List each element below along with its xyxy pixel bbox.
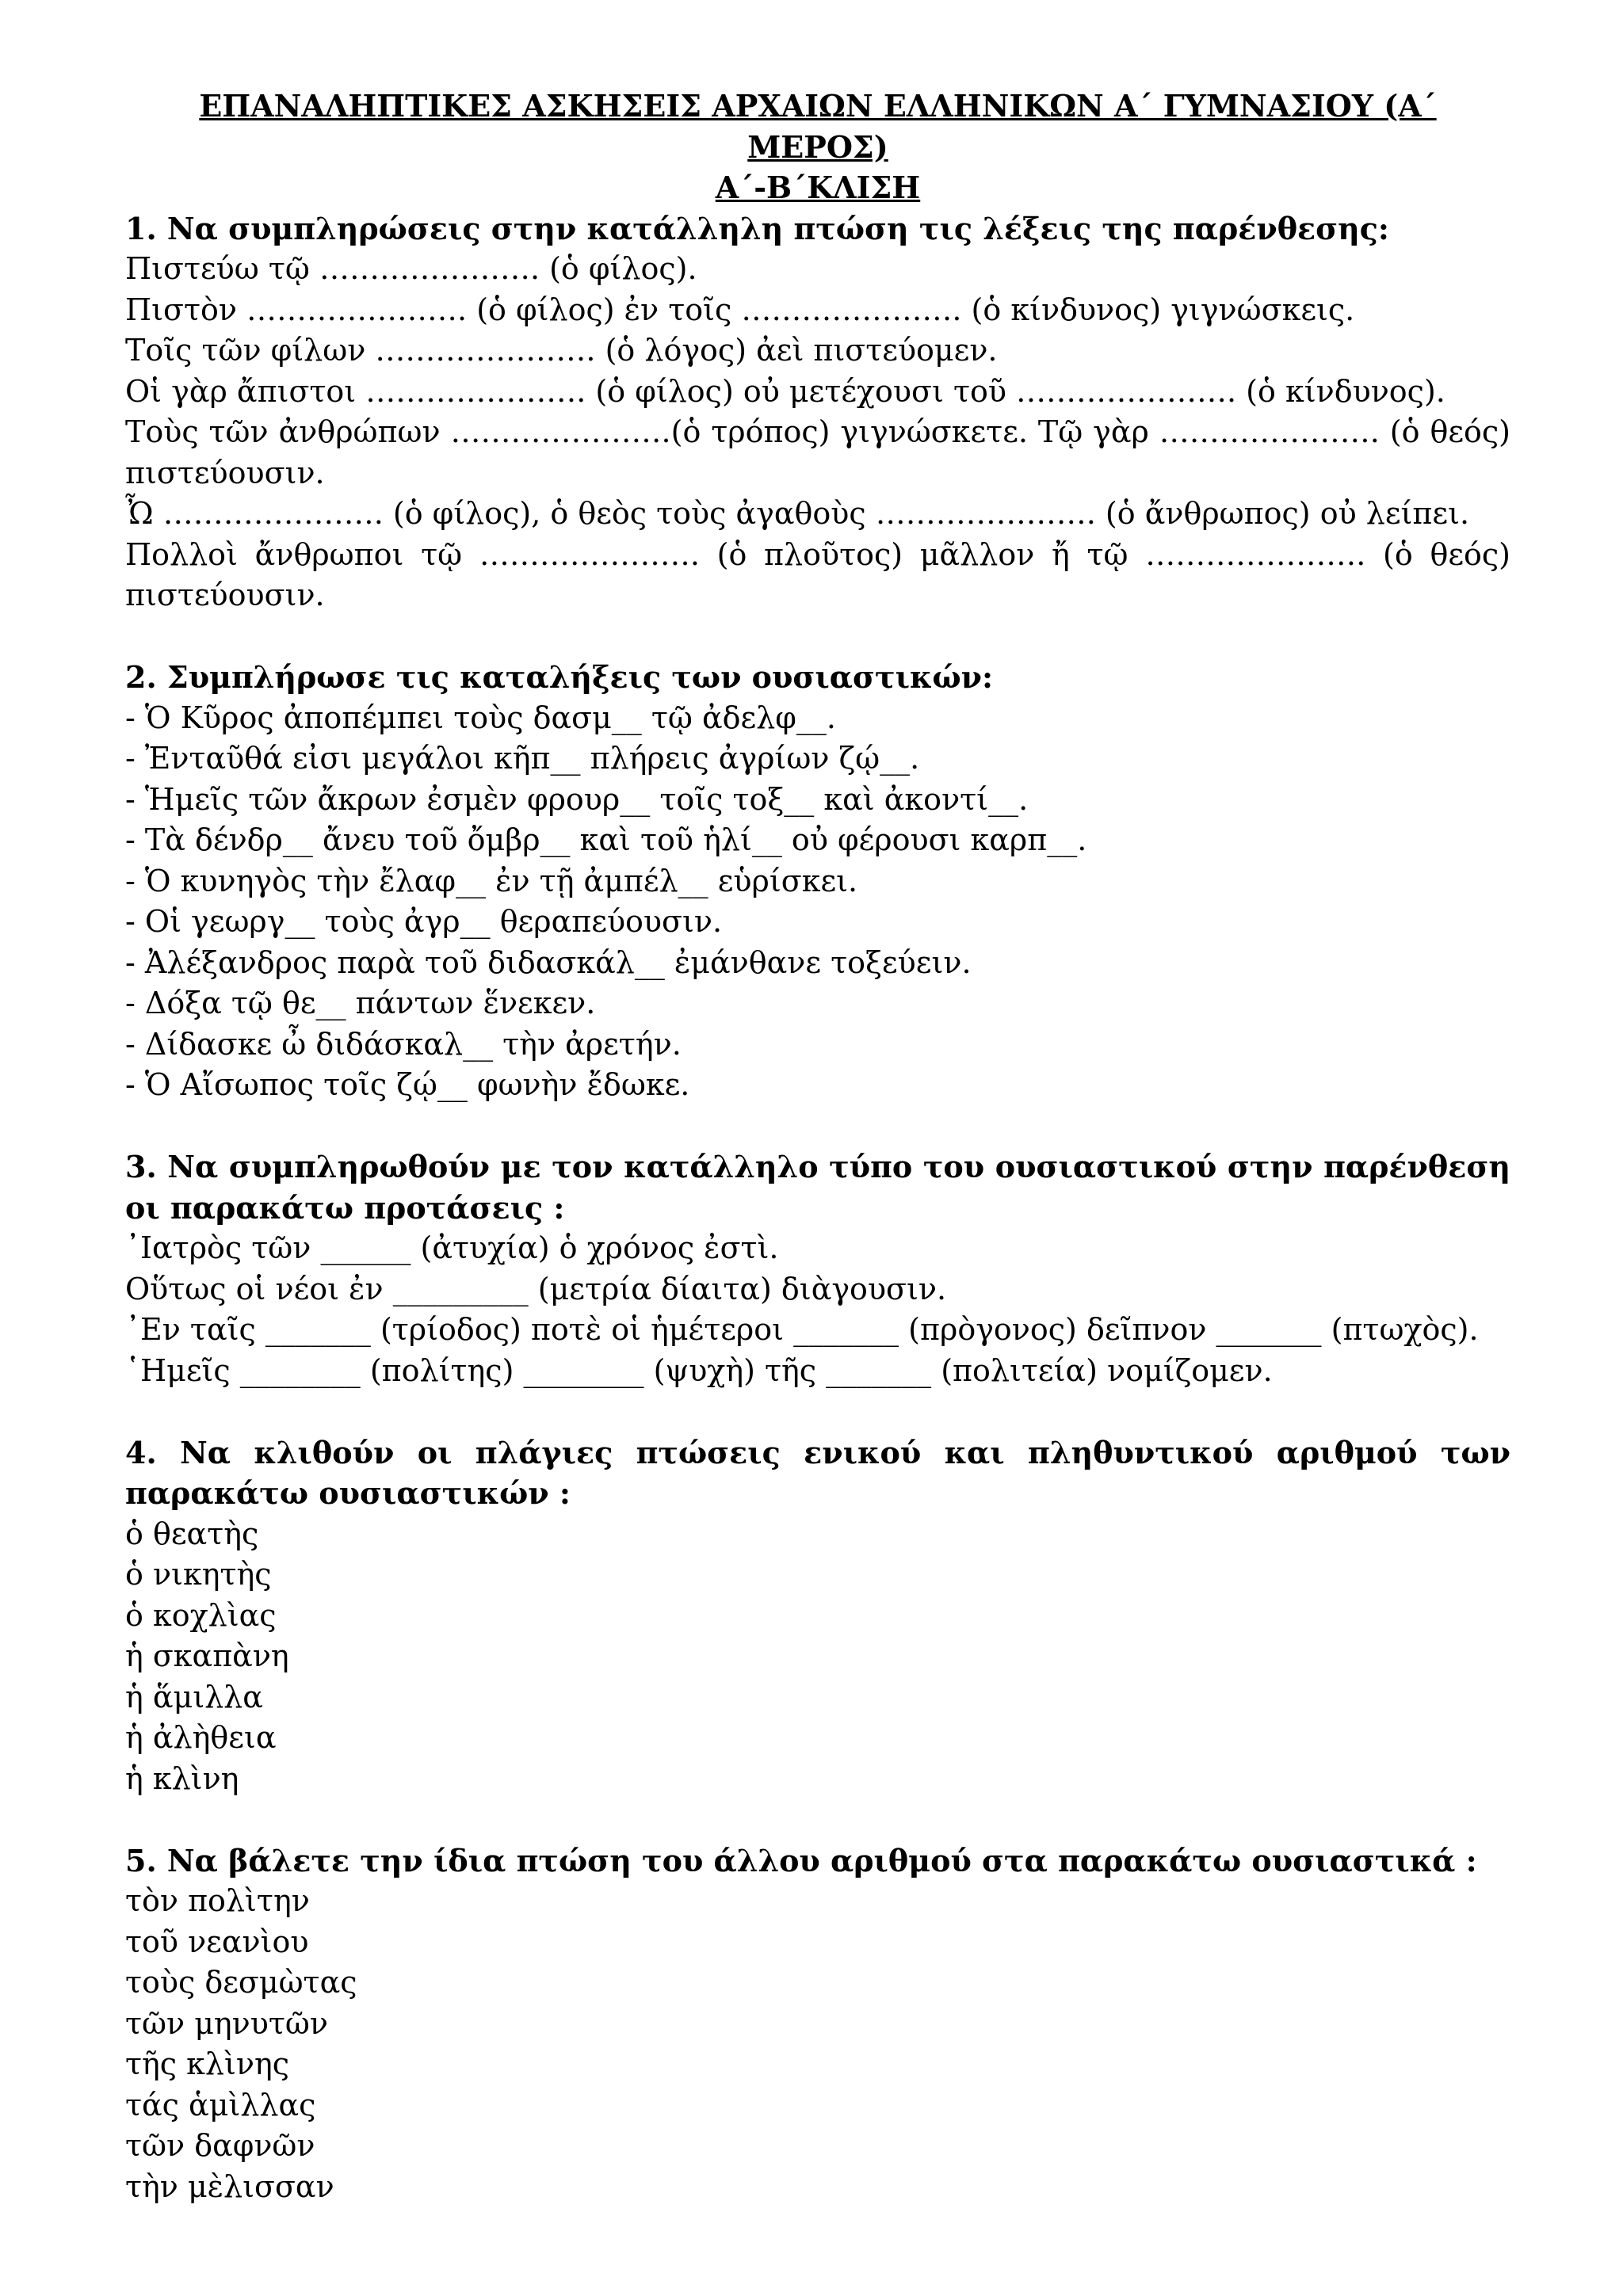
page-title: ΕΠΑΝΑΛΗΠΤΙΚΕΣ ΑΣΚΗΣΕΙΣ ΑΡΧΑΙΩΝ ΕΛΛΗΝΙΚΩΝ Α΄ ΓΥΜΝΑΣΙΟΥ (Α΄ ΜΕΡΟΣ) bbox=[199, 88, 1437, 165]
exercise-5-list bbox=[125, 1881, 1510, 2207]
exercise-2-line: - Ὁ Αἴσωπος τοῖς ζῴ__ φωνὴν ἔδωκε. bbox=[125, 1067, 690, 1102]
exercise-4-item: ὁ θεατὴς bbox=[125, 1516, 259, 1551]
exercise-3 bbox=[125, 1146, 1510, 1391]
exercise-4-heading: 4. Να κλιθούν οι πλάγιες πτώσεις ενικού και πληθυντικού αριθμού των παρακάτω ουσιαστικών : bbox=[125, 1434, 1510, 1511]
exercise-5-item: τῆς κλὶνης bbox=[125, 2046, 290, 2081]
exercise-5-item: τοῦ νεανὶου bbox=[125, 1924, 309, 1959]
worksheet-content bbox=[125, 86, 1510, 2207]
exercise-3-line: ῾Ημεῖς ________ (πολίτης) ________ (ψυχὴ) τῆς _______ (πολιτεία) νομίζομεν. bbox=[125, 1352, 1273, 1388]
exercise-5-item: τῶν δαφνῶν bbox=[125, 2128, 315, 2163]
exercise-1-heading: 1. Να συμπληρώσεις στην κατάλληλη πτώση τις λέξεις της παρένθεσης: bbox=[125, 210, 1389, 246]
spacer bbox=[125, 616, 1510, 658]
exercise-2-line: - Οἱ γεωργ__ τοὺς ἀγρ__ θεραπεύουσιν. bbox=[125, 904, 723, 939]
exercise-5-item: τὴν μὲλισσαν bbox=[125, 2168, 334, 2204]
exercise-4-item: ὁ κοχλὶας bbox=[125, 1597, 277, 1633]
exercise-2-line: - Ἡμεῖς τῶν ἄκρων ἐσμὲν φρουρ__ τοῖς τοξ__ καὶ ἀκοντί__. bbox=[125, 781, 1029, 817]
exercise-3-line: ᾽Εν ταῖς _______ (τρίοδος) ποτὲ οἱ ἡμέτεροι _______ (πρὸγονος) δεῖπνον _______ (πτωχὸς). bbox=[125, 1312, 1479, 1347]
exercise-1-line: Τοῖς τῶν φίλων …………………. (ὁ λόγος) ἀεὶ πιστεύομεν. bbox=[125, 333, 998, 368]
exercise-4-item: ἡ σκαπὰνη bbox=[125, 1638, 289, 1673]
exercise-5 bbox=[125, 1840, 1510, 2208]
exercise-2-line: - Τὰ δένδρ__ ἄνευ τοῦ ὄμβρ__ καὶ τοῦ ἡλί__ οὐ φέρουσι καρπ__. bbox=[125, 822, 1087, 857]
exercise-1-line: Ὦ …………………. (ὁ φίλος), ὁ θεὸς τοὺς ἀγαθοὺς …………………. (ὁ ἄνθρωπος) οὐ λείπει. bbox=[125, 496, 1470, 531]
exercise-2-line: - Ἐνταῦθά εἰσι μεγάλοι κῆπ__ πλήρεις ἀγρίων ζῴ__. bbox=[125, 741, 920, 776]
exercise-5-item: τάς ἁμὶλλας bbox=[125, 2087, 316, 2122]
exercise-2-line: - Δόξα τῷ θε__ πάντων ἕνεκεν. bbox=[125, 986, 596, 1020]
page-subtitle: Α΄-Β΄ΚΛΙΣΗ bbox=[715, 170, 921, 205]
exercise-4-item: ἡ ἀλὴθεια bbox=[125, 1720, 277, 1755]
exercise-4-item: ἡ κλὶνη bbox=[125, 1760, 239, 1796]
exercise-5-item: τῶν μηνυτῶν bbox=[125, 2005, 328, 2041]
exercise-1-line: Οἱ γὰρ ἄπιστοι …………………. (ὁ φίλος) οὐ μετέχουσι τοῦ …………………. (ὁ κίνδυνος). bbox=[125, 373, 1445, 409]
exercise-2-line: - Ἀλέξανδρος παρὰ τοῦ διδασκάλ__ ἐμάνθανε τοξεύειν. bbox=[125, 944, 972, 980]
exercise-2-line: - Ὁ Κῦρος ἀποπέμπει τοὺς δασμ__ τῷ ἀδελφ__. bbox=[125, 700, 836, 735]
exercise-5-heading: 5. Να βάλετε την ίδια πτώση του άλλου αριθμού στα παρακάτω ουσιαστικά : bbox=[125, 1842, 1477, 1878]
spacer bbox=[125, 1391, 1510, 1432]
spacer bbox=[125, 1106, 1510, 1147]
exercise-4-item: ὁ νικητὴς bbox=[125, 1557, 272, 1592]
exercise-3-line: Οὕτως οἱ νέοι ἐν _________ (μετρία δίαιτα) διὰγουσιν. bbox=[125, 1271, 947, 1306]
exercise-3-heading: 3. Να συμπληρωθούν με τον κατάλληλο τύπο του ουσιαστικού στην παρένθεση οι παρακάτω προτάσεις : bbox=[125, 1149, 1510, 1226]
exercise-1-line: Πιστεύω τῷ …………………. (ὁ φίλος). bbox=[125, 251, 697, 286]
exercise-1-line: Τοὺς τῶν ἀνθρώπων ………………….(ὁ τρόπος) γιγνώσκετε. Τῷ γὰρ …………………. (ὁ θεός) πιστεύουσιν. bbox=[125, 414, 1510, 490]
exercise-4-list bbox=[125, 1514, 1510, 1800]
exercise-4 bbox=[125, 1432, 1510, 1800]
exercise-5-item: τὸν πολὶτην bbox=[125, 1883, 310, 1918]
exercise-1-line: Πολλοὶ ἄνθρωποι τῷ …………………. (ὁ πλοῦτος) μᾶλλον ἤ τῷ …………………. (ὁ θεός) πιστεύουσιν. bbox=[125, 536, 1510, 612]
exercise-4-item: ἡ ἅμιλλα bbox=[125, 1679, 263, 1714]
exercise-2-heading: 2. Συμπλήρωσε τις καταλήξεις των ουσιαστικών: bbox=[125, 659, 994, 695]
exercise-2-line: - Δίδασκε ὦ διδάσκαλ__ τὴν ἀρετήν. bbox=[125, 1026, 682, 1062]
exercise-2-line: - Ὁ κυνηγὸς τὴν ἔλαφ__ ἐν τῇ ἀμπέλ__ εὑρίσκει. bbox=[125, 863, 858, 898]
exercise-2 bbox=[125, 657, 1510, 1106]
exercise-5-item: τοὺς δεσμὼτας bbox=[125, 1965, 357, 2000]
exercise-3-line: ᾽Ιατρὸς τῶν ______ (ἀτυχία) ὁ χρόνος ἐστὶ. bbox=[125, 1230, 779, 1265]
spacer bbox=[125, 1799, 1510, 1840]
exercise-1-line: Πιστὸν …………………. (ὁ φίλος) ἐν τοῖς …………………. (ὁ κίνδυνος) γιγνώσκεις. bbox=[125, 292, 1355, 327]
exercise-1 bbox=[125, 208, 1510, 616]
